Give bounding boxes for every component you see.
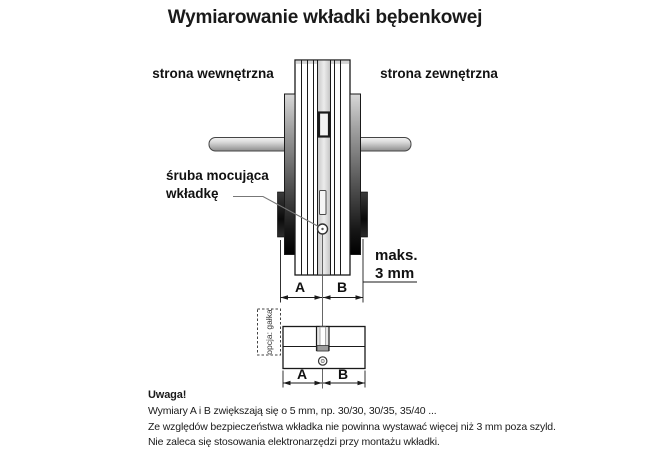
notes-line: Nie zaleca się stosowania elektronarzędzi przy montażu wkładki. xyxy=(148,436,440,449)
cylinder-protrusion-outer xyxy=(361,192,368,237)
screw-label-line1: śruba mocująca xyxy=(166,168,269,183)
dim-a-door-label: A xyxy=(294,279,306,295)
notes-block xyxy=(148,388,618,451)
max-label-line2: 3 mm xyxy=(375,265,415,282)
outer-side-label: strona zewnętrzna xyxy=(380,66,498,81)
dimension-cylinder xyxy=(283,371,365,388)
knob-option-label: opcja: gałka xyxy=(264,309,274,355)
outer-escutcheon-plate xyxy=(350,94,361,255)
cam-detail xyxy=(319,113,329,137)
cylinder-protrusion-inner xyxy=(278,192,285,237)
page-title: Wymiarowanie wkładki bębenkowej xyxy=(167,7,483,28)
screw-label-line2: wkładkę xyxy=(166,186,219,201)
euro-cylinder-profile xyxy=(283,327,365,369)
dim-a-cylinder-label: A xyxy=(296,366,308,382)
inner-handle-bar xyxy=(209,138,290,152)
inner-side-label: strona wewnętrzna xyxy=(152,66,274,81)
dim-b-door-label: B xyxy=(336,279,348,295)
notes-heading: Uwaga! xyxy=(148,389,187,401)
keyway-detail xyxy=(320,191,327,215)
cylinder-screw-hole xyxy=(319,357,327,365)
max-label-line1: maks. xyxy=(375,247,418,264)
mounting-screw xyxy=(318,224,328,234)
inner-escutcheon-plate xyxy=(285,94,296,255)
notes-line: Ze względów bezpieczeństwa wkładka nie powinna wystawać więcej niż 3 mm poza szyld. xyxy=(148,420,556,433)
cylinder-channel xyxy=(318,60,331,275)
notes-line: Wymiary A i B zwiększają się o 5 mm, np. 30/30, 30/35, 35/40 ... xyxy=(148,404,437,417)
dim-b-cylinder-label: B xyxy=(337,366,349,382)
